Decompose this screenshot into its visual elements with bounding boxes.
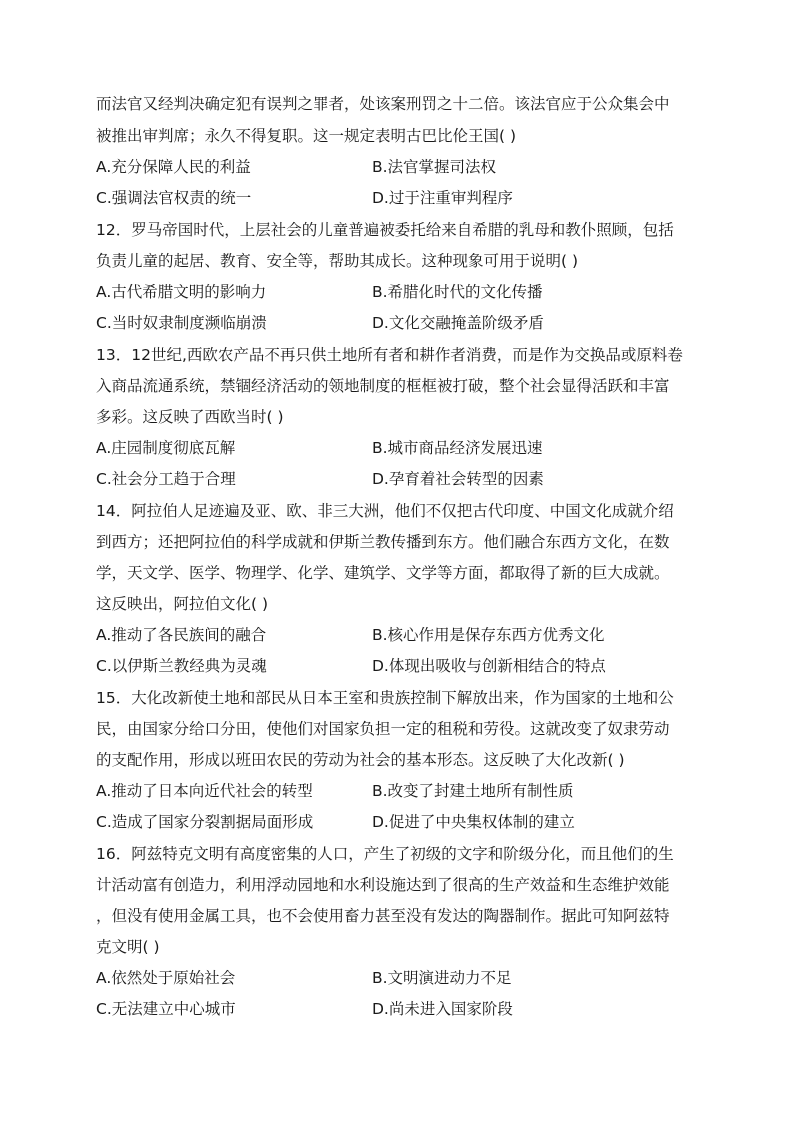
- option-c: C.社会分工趋于合理: [96, 470, 236, 488]
- question-text-line: 这反映出，阿拉伯文化( ): [96, 595, 269, 613]
- option-b: B.文明演进动力不足: [372, 969, 512, 987]
- option-a: A.充分保障人民的利益: [96, 158, 251, 176]
- question-text-line: 多彩。这反映了西欧当时( ): [96, 408, 284, 426]
- option-d: D.文化交融掩盖阶级矛盾: [372, 314, 544, 332]
- option-d: D.过于注重审判程序: [372, 189, 513, 207]
- option-b: B.改变了封建土地所有制性质: [372, 782, 574, 800]
- question-text-line: ，但没有使用金属工具，也不会使用畜力甚至没有发达的陶器制作。据此可知阿兹特: [96, 907, 670, 925]
- option-b: B.希腊化时代的文化传播: [372, 283, 543, 301]
- question-text-line: 克文明( ): [96, 938, 160, 956]
- question-text-line: 被推出审判席；永久不得复职。这一规定表明古巴比伦王国( ): [96, 127, 517, 145]
- question-text-line: 12．罗马帝国时代，上层社会的儿童普遍被委托给来自希腊的乳母和教仆照顾，包括: [96, 221, 674, 239]
- option-b: B.城市商品经济发展迅速: [372, 439, 543, 457]
- option-c: C.当时奴隶制度濒临崩溃: [96, 314, 267, 332]
- question-text-line: 到西方；还把阿拉伯的科学成就和伊斯兰教传播到东方。他们融合东西方文化，在数: [96, 533, 670, 551]
- option-a: A.推动了日本向近代社会的转型: [96, 782, 313, 800]
- option-b: B.法官掌握司法权: [372, 158, 497, 176]
- option-d: D.尚未进入国家阶段: [372, 1000, 513, 1018]
- option-c: C.以伊斯兰教经典为灵魂: [96, 657, 267, 675]
- option-d: D.体现出吸收与创新相结合的特点: [372, 657, 606, 675]
- option-d: D.孕育着社会转型的因素: [372, 470, 544, 488]
- question-text-line: 学，天文学、医学、物理学、化学、建筑学、文学等方面，都取得了新的巨大成就。: [96, 564, 670, 582]
- option-a: A.古代希腊文明的影响力: [96, 283, 267, 301]
- option-a: A.庄园制度彻底瓦解: [96, 439, 236, 457]
- option-a: A.依然处于原始社会: [96, 969, 236, 987]
- question-text-line: 14．阿拉伯人足迹遍及亚、欧、非三大洲，他们不仅把古代印度、中国文化成就介绍: [96, 502, 674, 520]
- option-c: C.强调法官权责的统一: [96, 189, 252, 207]
- question-text-line: 民，由国家分给口分田，使他们对国家负担一定的租税和劳役。这就改变了奴隶劳动: [96, 720, 670, 738]
- question-text-line: 的支配作用，形成以班田农民的劳动为社会的基本形态。这反映了大化改新( ): [96, 751, 625, 769]
- option-a: A.推动了各民族间的融合: [96, 626, 267, 644]
- question-text-line: 15．大化改新使土地和部民从日本王室和贵族控制下解放出来，作为国家的土地和公: [96, 689, 674, 707]
- option-c: C.造成了国家分裂割据局面形成: [96, 813, 314, 831]
- question-text-line: 负责儿童的起居、教育、安全等，帮助其成长。这种现象可用于说明( ): [96, 252, 579, 270]
- question-text-line: 计活动富有创造力，利用浮动园地和水利设施达到了很高的生产效益和生态维护效能: [96, 876, 670, 894]
- question-text-line: 16．阿兹特克文明有高度密集的人口，产生了初级的文字和阶级分化，而且他们的生: [96, 845, 674, 863]
- question-text-line: 入商品流通系统，禁锢经济活动的领地制度的框框被打破，整个社会显得活跃和丰富: [96, 377, 670, 395]
- option-d: D.促进了中央集权体制的建立: [372, 813, 575, 831]
- question-text-line: 而法官又经判决确定犯有误判之罪者，处该案刑罚之十二倍。该法官应于公众集会中: [96, 95, 670, 113]
- question-text-line: 13．12世纪,西欧农产品不再只供土地所有者和耕作者消费，而是作为交换品或原料卷: [96, 346, 683, 364]
- option-c: C.无法建立中心城市: [96, 1000, 236, 1018]
- option-b: B.核心作用是保存东西方优秀文化: [372, 626, 605, 644]
